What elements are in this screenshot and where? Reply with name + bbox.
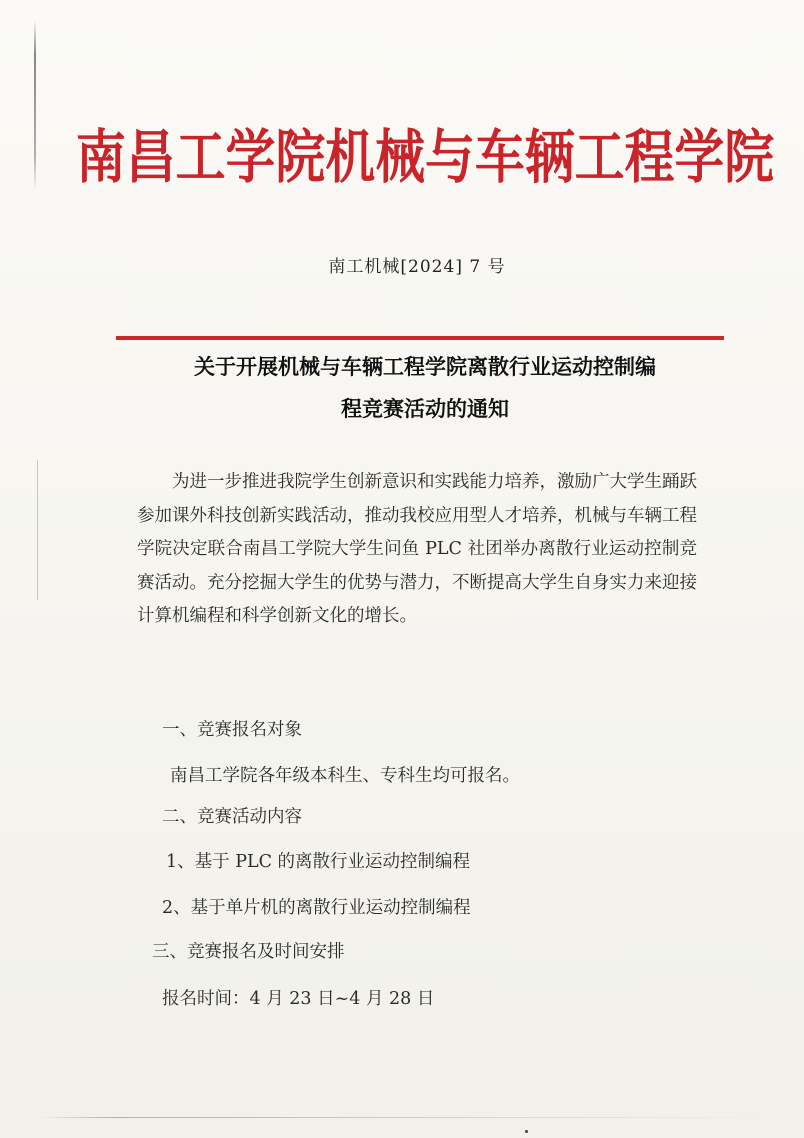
section-heading-schedule: 三、竞赛报名及时间安排 xyxy=(152,942,345,962)
scan-edge-mark-lower xyxy=(37,460,38,600)
scan-speck xyxy=(525,1130,528,1133)
document-number: 南工机械[2024] 7 号 xyxy=(328,257,506,277)
scan-edge-mark xyxy=(34,20,36,190)
content-item-plc: 1、基于 PLC 的离散行业运动控制编程 xyxy=(166,852,471,872)
notice-title xyxy=(0,346,804,430)
section-heading-content: 二、竞赛活动内容 xyxy=(162,807,302,827)
notice-body xyxy=(137,466,697,634)
content-item-mcu: 2、基于单片机的离散行业运动控制编程 xyxy=(162,898,471,918)
intro-paragraph: 为进一步推进我院学生创新意识和实践能力培养，激励广大学生踊跃参加课外科技创新实践活动，推动我校应用型人才培养，机械与车辆工程学院决定联合南昌工学院大学生问鱼 PLC 社团举办离散行业运动控制竞赛活动。充分挖掘大学生的优势与潜力，不断提高大学生自身实力来迎接计算机编程和科学创新文化的增长。 xyxy=(137,472,697,626)
eligibility-text: 南昌工学院各年级本科生、专科生均可报名。 xyxy=(170,766,520,786)
section-heading-eligibility: 一、竞赛报名对象 xyxy=(162,720,302,740)
registration-time: 报名时间：4 月 23 日~4 月 28 日 xyxy=(162,989,435,1009)
scan-bottom-edge xyxy=(38,1117,778,1118)
red-divider-rule xyxy=(116,336,724,340)
notice-title-line-2: 程竞赛活动的通知 xyxy=(341,397,509,421)
letterhead-title: 南昌工学院机械与车辆工程学院 xyxy=(75,123,775,191)
notice-title-line-1: 关于开展机械与车辆工程学院离散行业运动控制编 xyxy=(194,355,656,379)
